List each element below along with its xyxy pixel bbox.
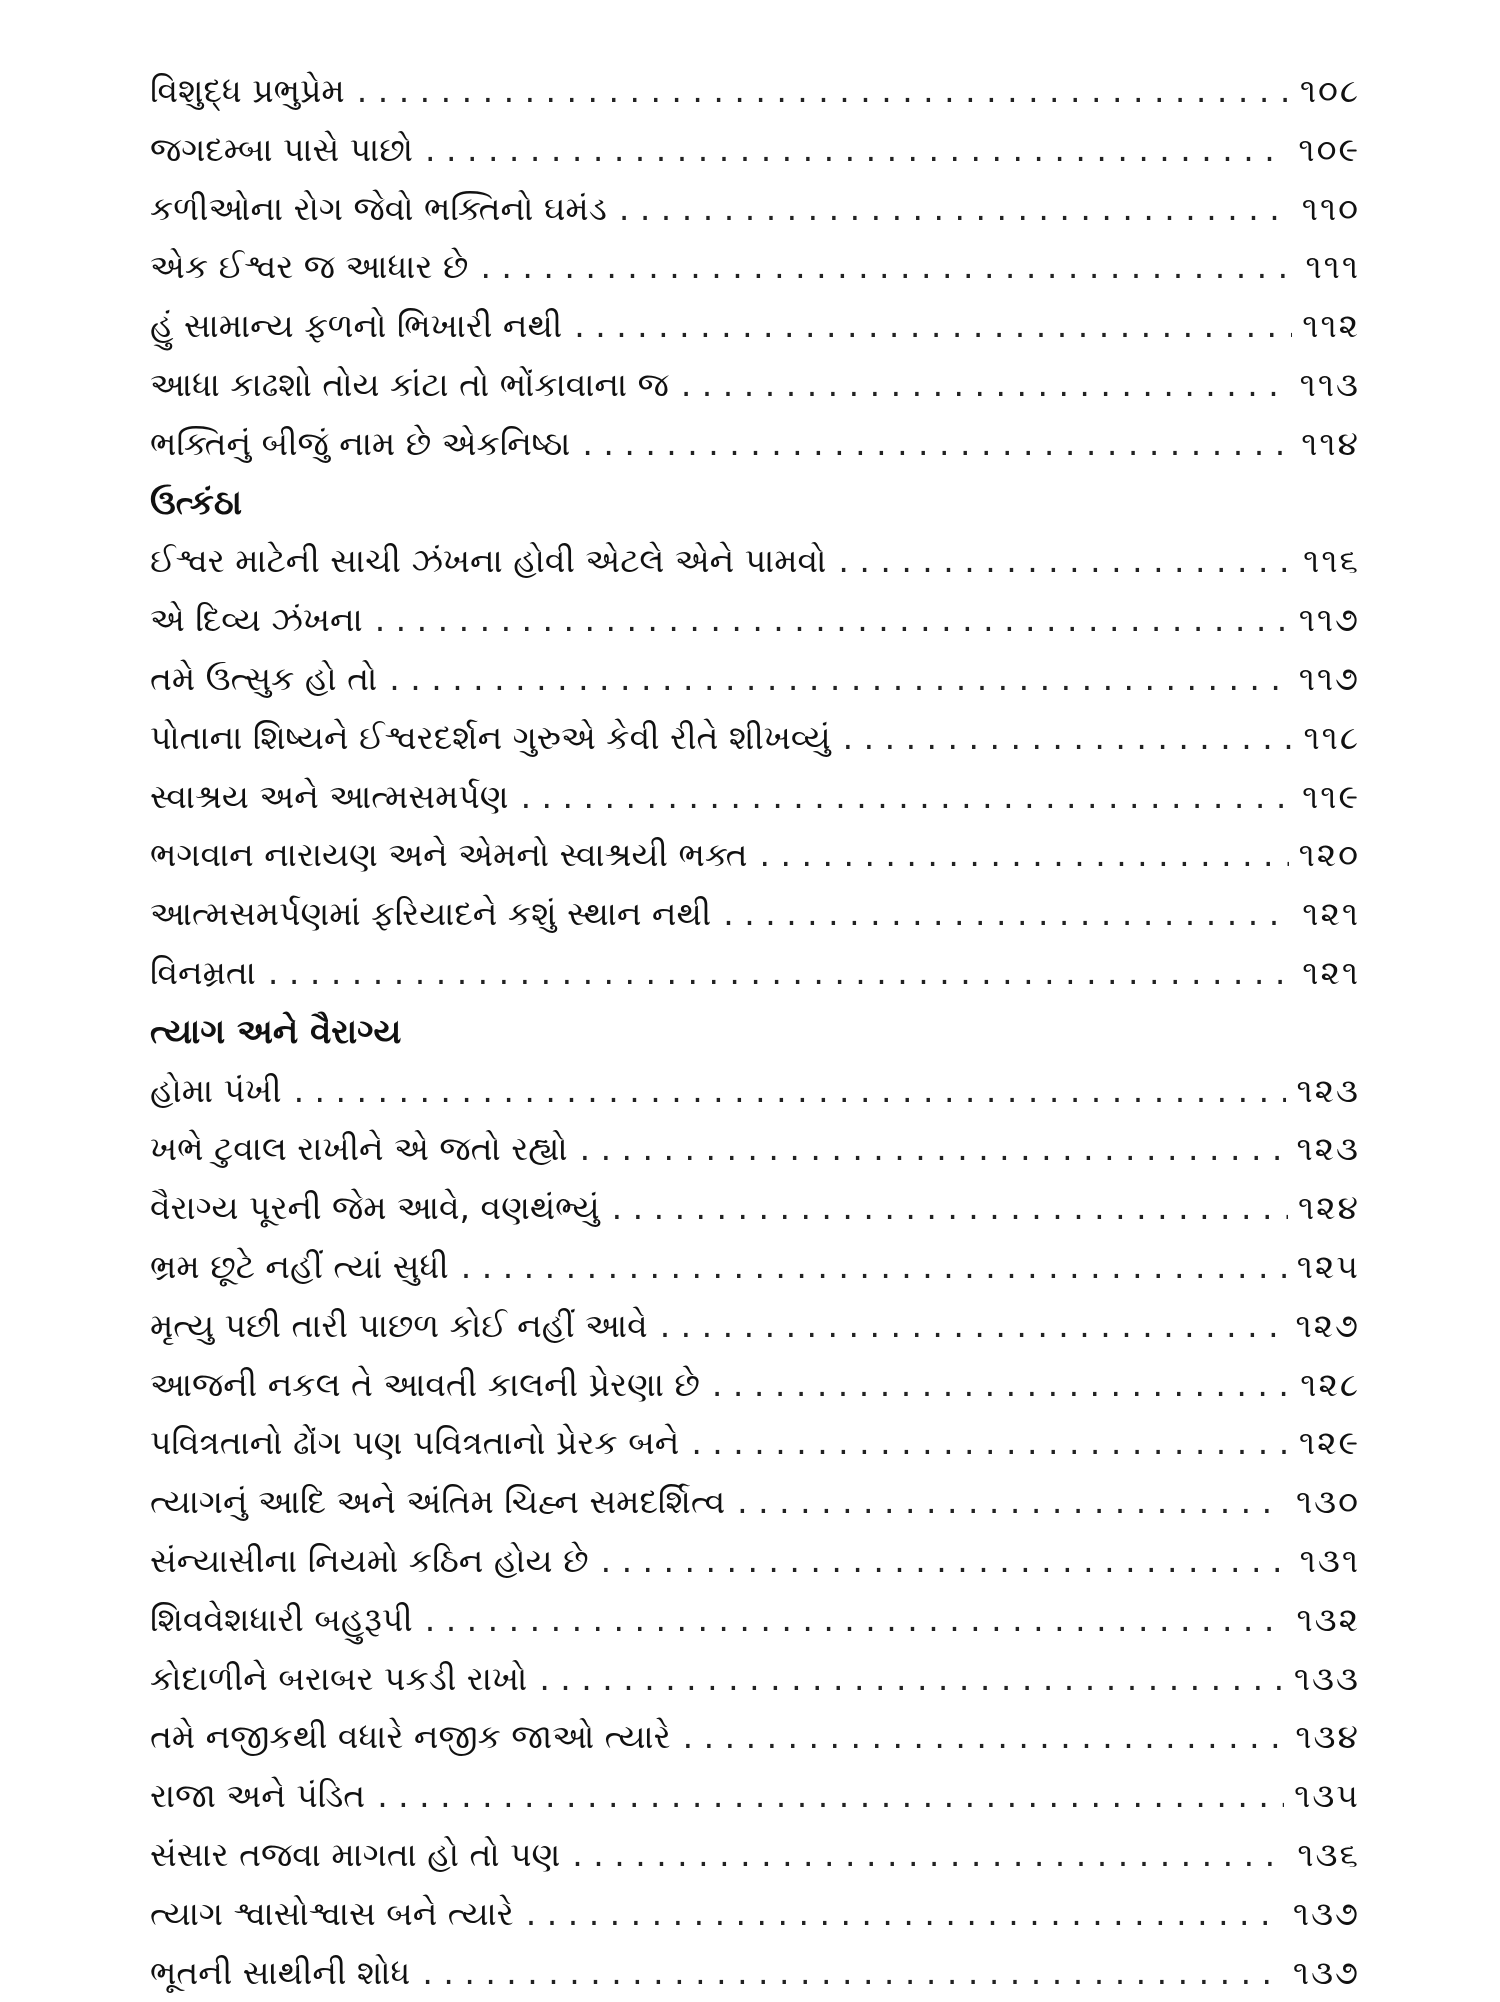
entry-title: સંન્યાસીના નિયમો કઠિન હોય છે [150, 1532, 601, 1591]
contents-page [150, 62, 1360, 2002]
entry-page-number: ૧૩૨ [1286, 1591, 1360, 1650]
dot-leader [425, 121, 1288, 180]
entry-title: રાજા અને પંડિત [150, 1767, 377, 1826]
dot-leader [389, 650, 1288, 709]
entry-page-number: ૧૧૬ [1293, 532, 1360, 591]
toc-entry [150, 1356, 1360, 1415]
toc-entry [150, 826, 1360, 885]
entry-title: એ દિવ્ય ઝંખના [150, 591, 375, 650]
toc-entry [150, 591, 1360, 650]
dot-leader [683, 1708, 1286, 1767]
entry-page-number: ૧૩૭ [1283, 1885, 1360, 1944]
entry-title: તમે ઉત્સુક હો તો [150, 650, 389, 709]
section-heading: ત્યાગ અને વૈરાગ્ય [150, 1003, 1360, 1062]
entry-page-number: ૧૧૨ [1292, 297, 1360, 356]
entry-page-number: ૧૧૮ [1294, 709, 1361, 768]
entry-page-number: ૧૧૭ [1289, 650, 1360, 709]
dot-leader [580, 1120, 1287, 1179]
entry-title: પોતાના શિષ્યને ઈશ્વરદર્શન ગુરુએ કેવી રીતે શીખવ્યું [150, 709, 843, 768]
toc-entry [150, 1767, 1360, 1826]
entry-page-number: ૧૨૩ [1286, 1062, 1360, 1121]
entry-title: ત્યાગ શ્વાસોશ્વાસ બને ત્યારે [150, 1885, 526, 1944]
toc-entry [150, 415, 1360, 474]
toc-entry [150, 650, 1360, 709]
entry-title: હું સામાન્ય ફળનો ભિખારી નથી [150, 297, 574, 356]
entry-page-number: ૧૩૫ [1284, 1767, 1360, 1826]
dot-leader [294, 1062, 1287, 1121]
entry-page-number: ૧૨૩ [1286, 1120, 1360, 1179]
entry-page-number: ૧૧૯ [1292, 768, 1360, 827]
dot-leader [737, 1473, 1286, 1532]
entry-page-number: ૧૩૧ [1290, 1532, 1360, 1591]
dot-leader [601, 1532, 1290, 1591]
entry-title: કળીઓના રોગ જેવો ભક્તિનો ઘમંડ [150, 180, 619, 239]
entry-page-number: ૧૦૮ [1290, 62, 1360, 121]
dot-leader [539, 1650, 1284, 1709]
dot-leader [461, 1238, 1287, 1297]
toc-entry [150, 356, 1360, 415]
dot-leader [612, 1179, 1288, 1238]
entry-page-number: ૧૧૩ [1290, 356, 1360, 415]
toc-entry [150, 885, 1360, 944]
entry-page-number: ૧૨૪ [1288, 1179, 1360, 1238]
dot-leader [760, 826, 1289, 885]
toc-entry [150, 1532, 1360, 1591]
toc-entry [150, 180, 1360, 239]
toc-entry [150, 1826, 1360, 1885]
entry-title: તમે નજીકથી વધારે નજીક જાઓ ત્યારે [150, 1708, 683, 1767]
dot-leader [681, 356, 1290, 415]
entry-title: શિવવેશધારી બહુરૂપી [150, 1591, 425, 1650]
dot-leader [843, 709, 1294, 768]
toc-entry [150, 1297, 1360, 1356]
dot-leader [712, 1356, 1290, 1415]
toc-entry [150, 532, 1360, 591]
entry-page-number: ૧૧૪ [1291, 415, 1360, 474]
dot-leader [526, 1885, 1283, 1944]
toc-entry [150, 1708, 1360, 1767]
entry-title: સંસાર તજવા માગતા હો તો પણ [150, 1826, 572, 1885]
dot-leader [723, 885, 1292, 944]
entry-page-number: ૧૧૧ [1295, 238, 1360, 297]
entry-title: આત્મસમર્પણમાં ફરિયાદને કશું સ્થાન નથી [150, 885, 723, 944]
toc-entry [150, 944, 1360, 1003]
toc-entry [150, 709, 1360, 768]
entry-title: ભૂતની સાથીની શોધ [150, 1944, 422, 2002]
dot-leader [268, 944, 1292, 1003]
entry-title: મૃત્યુ પછી તારી પાછળ કોઈ નહીં આવે [150, 1297, 660, 1356]
entry-page-number: ૧૨૧ [1292, 885, 1360, 944]
entry-title: વિશુદ્ધ પ્રભુપ્રેમ [150, 62, 357, 121]
entry-title: વૈરાગ્ય પૂરની જેમ આવે, વણથંભ્યું [150, 1179, 612, 1238]
entry-page-number: ૧૧૭ [1289, 591, 1360, 650]
toc-entry [150, 121, 1360, 180]
toc-entry [150, 1179, 1360, 1238]
dot-leader [521, 768, 1293, 827]
dot-leader [357, 62, 1290, 121]
toc-entry [150, 1062, 1360, 1121]
entry-title: ભ્રમ છૂટે નહીં ત્યાં સુધી [150, 1238, 461, 1297]
entry-title: હોમા પંખી [150, 1062, 294, 1121]
entry-page-number: ૧૨૧ [1292, 944, 1360, 1003]
entry-title: કોદાળીને બરાબર પકડી રાખો [150, 1650, 539, 1709]
dot-leader [377, 1767, 1284, 1826]
entry-page-number: ૧૨૦ [1289, 826, 1360, 885]
entry-title: સ્વાશ્રય અને આત્મસમર્પણ [150, 768, 521, 827]
dot-leader [422, 1944, 1283, 2002]
dot-leader [691, 1414, 1289, 1473]
entry-title: ઈશ્વર માટેની સાચી ઝંખના હોવી એટલે એને પામવો [150, 532, 838, 591]
dot-leader [660, 1297, 1286, 1356]
entry-page-number: ૧૩૩ [1284, 1650, 1360, 1709]
entry-page-number: ૧૨૫ [1287, 1238, 1360, 1297]
entry-page-number: ૧૨૮ [1290, 1356, 1360, 1415]
entry-title: એક ઈશ્વર જ આધાર છે [150, 238, 480, 297]
entry-page-number: ૧૩૪ [1285, 1708, 1360, 1767]
toc-entry [150, 297, 1360, 356]
toc-entry [150, 62, 1360, 121]
toc-entry [150, 1650, 1360, 1709]
dot-leader [480, 238, 1295, 297]
entry-page-number: ૧૩૦ [1286, 1473, 1360, 1532]
dot-leader [425, 1591, 1287, 1650]
entry-title: પવિત્રતાનો ઢોંગ પણ પવિત્રતાનો પ્રેરક બને [150, 1414, 691, 1473]
entry-title: ભગવાન નારાયણ અને એમનો સ્વાશ્રયી ભક્ત [150, 826, 760, 885]
entry-title: આજની નકલ તે આવતી કાલની પ્રેરણા છે [150, 1356, 712, 1415]
toc-entry [150, 1591, 1360, 1650]
entry-page-number: ૧૩૬ [1287, 1826, 1360, 1885]
entry-page-number: ૧૨૭ [1286, 1297, 1360, 1356]
toc-entry [150, 1120, 1360, 1179]
section-heading: ઉત્કંઠા [150, 474, 1360, 533]
toc-entry [150, 238, 1360, 297]
dot-leader [838, 532, 1293, 591]
dot-leader [572, 1826, 1287, 1885]
entry-page-number: ૧૨૯ [1289, 1414, 1360, 1473]
toc-entry [150, 768, 1360, 827]
entry-title: ભક્તિનું બીજું નામ છે એકનિષ્ઠા [150, 415, 582, 474]
dot-leader [582, 415, 1291, 474]
entry-page-number: ૧૩૭ [1283, 1944, 1360, 2002]
dot-leader [375, 591, 1289, 650]
entry-title: વિનમ્રતા [150, 944, 268, 1003]
entry-title: આધા કાઢશો તોય કાંટા તો ભોંકાવાના જ [150, 356, 681, 415]
toc-entry [150, 1944, 1360, 2002]
toc-entry [150, 1473, 1360, 1532]
toc-entry [150, 1414, 1360, 1473]
entry-page-number: ૧૧૦ [1292, 180, 1360, 239]
toc-entry [150, 1885, 1360, 1944]
dot-leader [619, 180, 1292, 239]
toc-entry [150, 1238, 1360, 1297]
entry-title: જગદમ્બા પાસે પાછો [150, 121, 425, 180]
entry-title: ત્યાગનું આદિ અને અંતિમ ચિહ્ન સમદર્શિત્વ [150, 1473, 737, 1532]
entry-page-number: ૧૦૯ [1288, 121, 1360, 180]
entry-title: ખભે ટુવાલ રાખીને એ જતો રહ્યો [150, 1120, 580, 1179]
dot-leader [574, 297, 1292, 356]
